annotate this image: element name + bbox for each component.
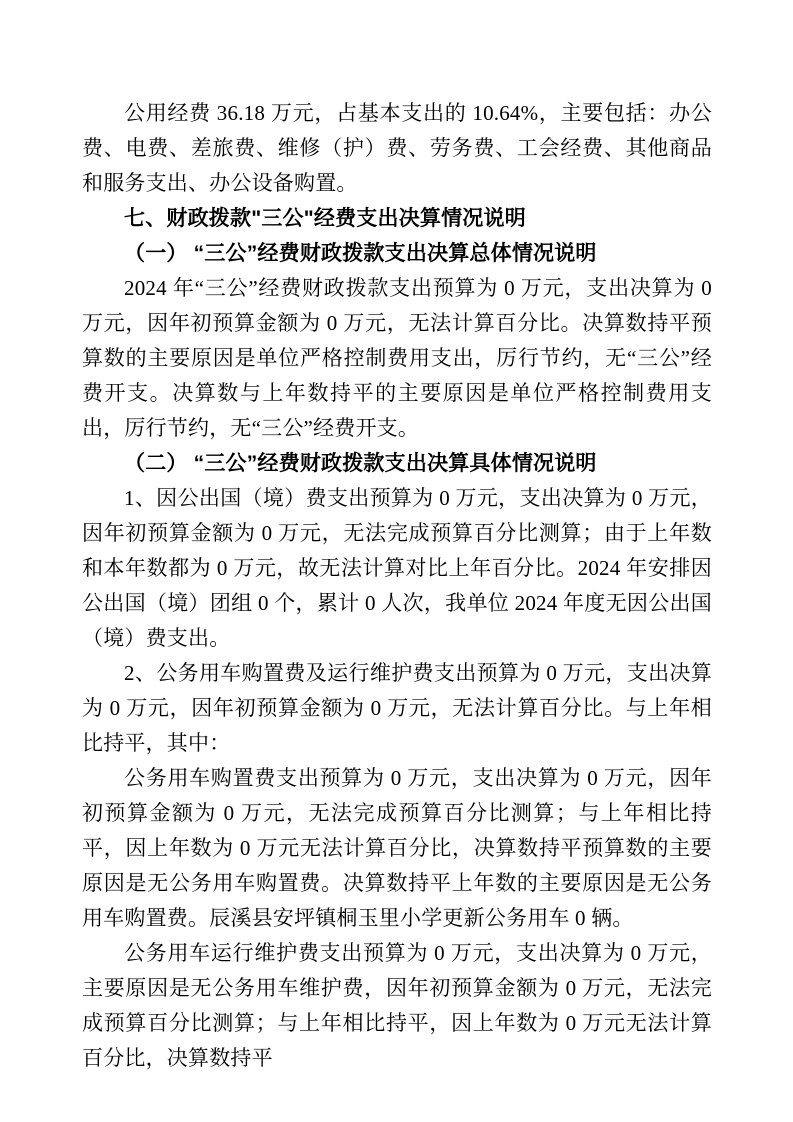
heading-subsection-one-overall-situation: （一） “三公”经费财政拨款支出决算总体情况说明	[124, 242, 597, 265]
paragraph-public-funds-summary: 公用经费 36.18 万元，占基本支出的 10.64%，主要包括：办公费、电费、差旅费、维修（护）费、劳务费、工会经费、其他商品和服务支出、办公设备购置。	[82, 101, 712, 195]
paragraph-item2-official-vehicle-total: 2、公务用车购置费及运行维护费支出预算为 0 万元，支出决算为 0 万元，因年初预算金额为 0 万元，无法计算百分比。与上年相比持平，其中：	[82, 661, 712, 755]
heading-section-seven-three-public-funds: 七、财政拨款"三公"经费支出决算情况说明	[124, 207, 526, 230]
paragraph-official-vehicle-maintenance: 公务用车运行维护费支出预算为 0 万元，支出决算为 0 万元，主要原因是无公务用车维护费，因年初预算金额为 0 万元，无法完成预算百分比测算；与上年相比持平，因上年数为 0 万元无法计算百分比，决算数持平	[82, 941, 712, 1070]
paragraph-official-vehicle-purchase: 公务用车购置费支出预算为 0 万元，支出决算为 0 万元，因年初预算金额为 0 万元，无法完成预算百分比测算；与上年相比持平，因上年数为 0 万元无法计算百分比，决算数持平预算数的主要原因是无公务用车购置费。决算数持平上年数的主要原因是无公务用车购置费。辰溪县安坪镇桐玉里小学更新公务用车 0 辆。	[82, 766, 712, 930]
paragraph-overall-three-public-explanation: 2024 年“三公”经费财政拨款支出预算为 0 万元，支出决算为 0 万元，因年初预算金额为 0 万元，无法计算百分比。决算数持平预算数的主要原因是单位严格控制费用支出，厉行节约，无“三公”经费开支。决算数与上年数持平的主要原因是单位严格控制费用支出，厉行节约，无“三公”经费开支。	[82, 276, 712, 440]
paragraph-item1-overseas-travel: 1、因公出国（境）费支出预算为 0 万元，支出决算为 0 万元，因年初预算金额为 0 万元，无法完成预算百分比测算；由于上年数和本年数都为 0 万元，故无法计算对比上年百分比。2024 年安排因公出国（境）团组 0 个，累计 0 人次，我单位 2024 年度无因公出国（境）费支出。	[82, 486, 712, 650]
heading-subsection-two-specific-situation: （二） “三公”经费财政拨款支出决算具体情况说明	[124, 452, 597, 475]
